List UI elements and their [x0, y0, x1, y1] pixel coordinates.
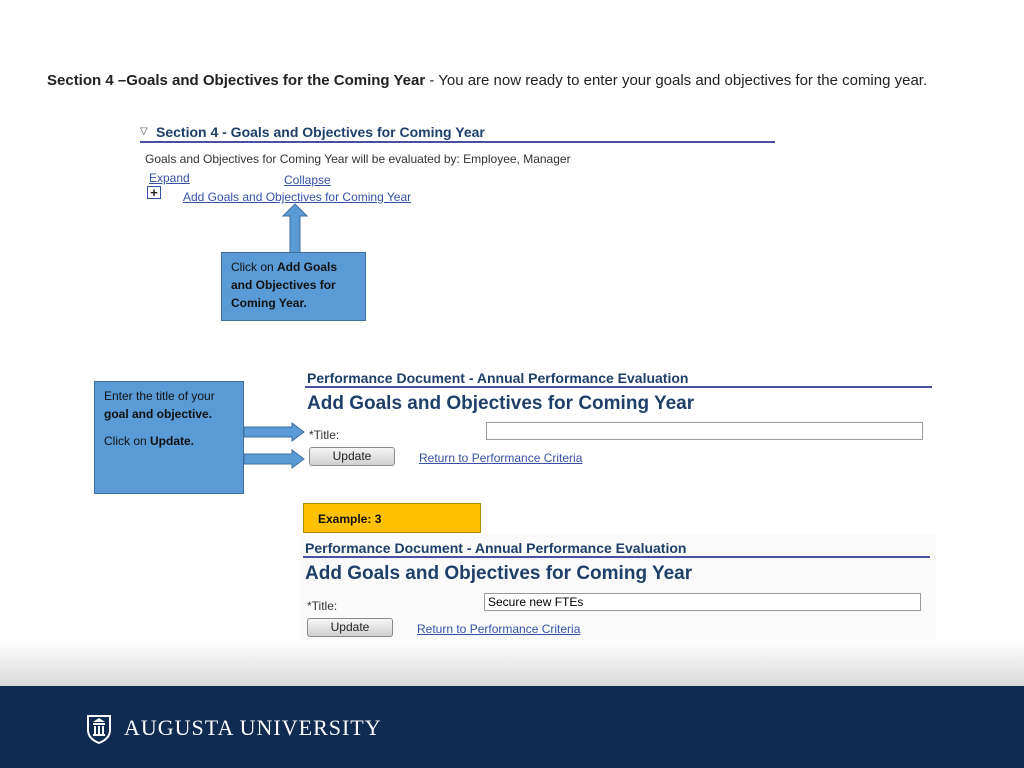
arrow-up-icon	[282, 203, 308, 255]
callout2-line1: Enter the title of your	[104, 389, 215, 403]
intro-rest: - You are now ready to enter your goals and objectives for the coming year.	[425, 72, 928, 89]
callout-enter-title	[94, 381, 244, 494]
performance-document-title: Performance Document - Annual Performance Evaluation	[307, 370, 689, 386]
example-label-text: Example: 3	[318, 512, 382, 526]
example-label	[303, 503, 481, 533]
form1-divider	[305, 386, 932, 388]
footer-gradient	[0, 640, 1024, 686]
title-label: *Title:	[309, 428, 340, 442]
callout1-bold: Add Goals	[277, 260, 338, 274]
return-to-performance-criteria-link[interactable]: Return to Performance Criteria	[419, 451, 583, 465]
arrow-right-icon	[243, 449, 305, 469]
update-button[interactable]: Update	[309, 447, 395, 466]
form2-divider	[303, 556, 930, 558]
plus-icon[interactable]: +	[147, 186, 161, 199]
add-goals-page-title: Add Goals and Objectives for Coming Year	[305, 563, 693, 584]
arrow-right-icon	[243, 422, 305, 442]
add-goals-link[interactable]: Add Goals and Objectives for Coming Year	[183, 190, 412, 204]
shield-logo-icon	[86, 714, 112, 744]
section-toggle-icon[interactable]: ▽	[140, 126, 148, 137]
title-input[interactable]: Secure new FTEs	[484, 593, 921, 611]
callout1-line2: and Objectives for	[231, 278, 336, 292]
callout2-bold1: goal and objective.	[104, 407, 213, 421]
collapse-link[interactable]: Collapse	[284, 173, 331, 187]
university-name: AUGUSTA UNIVERSITY	[124, 715, 382, 740]
intro-bold: Section 4 –Goals and Objectives for the Coming Year	[47, 72, 426, 89]
callout1-line3: Coming Year.	[231, 296, 307, 310]
evaluated-by-text: Goals and Objectives for Coming Year will be evaluated by: Employee, Manager	[145, 152, 571, 166]
intro-text	[47, 72, 927, 89]
callout1-pre: Click on	[231, 260, 278, 274]
section-title: Section 4 - Goals and Objectives for Coming Year	[156, 124, 485, 140]
expand-link[interactable]: Expand	[149, 171, 190, 185]
return-to-performance-criteria-link[interactable]: Return to Performance Criteria	[417, 622, 581, 636]
callout2-pre2: Click on	[104, 434, 151, 448]
title-label: *Title:	[307, 599, 338, 613]
update-button[interactable]: Update	[307, 618, 393, 637]
callout-add-goals	[221, 252, 366, 321]
section-divider	[140, 141, 775, 143]
title-input[interactable]	[486, 422, 923, 440]
performance-document-title: Performance Document - Annual Performance Evaluation	[305, 540, 687, 556]
add-goals-page-title: Add Goals and Objectives for Coming Year	[307, 393, 695, 414]
callout2-bold2: Update.	[150, 434, 195, 448]
footer-bar	[0, 686, 1024, 768]
